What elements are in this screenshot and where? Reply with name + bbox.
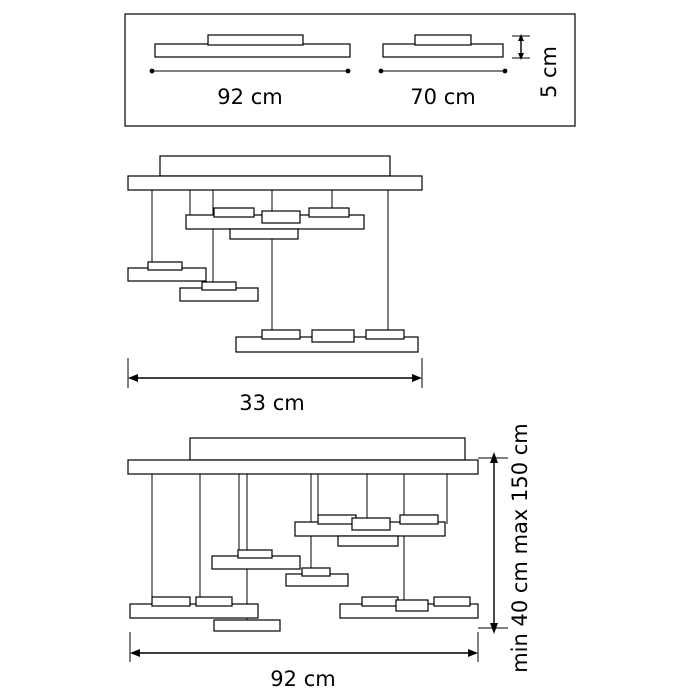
- label-70-top: 70 cm: [410, 85, 476, 109]
- dim-dot-right-2: [503, 69, 508, 74]
- label-92-bottom: 92 cm: [270, 667, 336, 691]
- lamp-plate-b-u1: [318, 515, 356, 524]
- lamp-bar-b-ll-sub: [214, 620, 280, 631]
- label-33: 33 cm: [239, 391, 305, 415]
- lamp-plate-m-u1: [214, 208, 254, 217]
- lamp-plate-b-midright: [302, 568, 330, 576]
- lamp-plate-m-l1: [262, 330, 300, 339]
- lamp-plate-b-u2: [352, 518, 390, 530]
- lamp-plate-b-lr3: [434, 597, 470, 606]
- top-lamp-left: [150, 35, 351, 73]
- lamp-plate-b-lr2: [396, 600, 428, 611]
- top-lamp-right: [379, 35, 508, 73]
- lamp-plate-b-u3: [400, 515, 438, 524]
- dim-dot-left: [150, 69, 155, 74]
- lamp-bar-m-u-sub: [230, 229, 298, 239]
- lamp-bar-long: [155, 44, 350, 57]
- lamp-plate-m-u2: [262, 211, 300, 223]
- lamp-plate-b-midleft: [238, 550, 272, 558]
- lamp-plate-top-2: [415, 35, 471, 45]
- label-height-range: min 40 cm max 150 cm: [508, 423, 532, 673]
- bottom-lamp-lowerright: [340, 597, 478, 618]
- lamp-plate-top: [208, 35, 303, 45]
- lamp-bar-b-ll: [130, 604, 258, 618]
- canopy-plate-bottom: [128, 460, 478, 474]
- bottom-lamp-lowerleft: [130, 597, 280, 631]
- arrow-right-33: [412, 374, 422, 382]
- canopy-plate-middle: [128, 176, 422, 190]
- label-5-top: 5 cm: [537, 45, 561, 99]
- lamp-plate-b-ll1: [152, 597, 190, 606]
- lamp-bar-b-u-sub: [338, 536, 398, 546]
- lamp-plate-m-l3: [366, 330, 404, 339]
- dim-5cm: [512, 34, 530, 60]
- lamp-plate-m-left: [148, 262, 182, 270]
- arrow-left-33: [128, 374, 138, 382]
- arrow-left-92b: [130, 649, 140, 657]
- bottom-lamp-midleft: [212, 550, 300, 569]
- arrow-right-92b: [468, 649, 478, 657]
- bottom-view-group: [128, 423, 532, 691]
- lamp-bar-short: [383, 44, 503, 57]
- lamp-plate-b-lr1: [362, 597, 398, 606]
- lamp-plate-m-u3: [309, 208, 349, 217]
- canopy-box-bottom: [190, 438, 465, 460]
- lamp-plate-m-left2: [202, 282, 236, 290]
- canopy-box-middle: [160, 156, 390, 176]
- arrow-up-5: [518, 34, 524, 41]
- middle-lamp-left: [128, 262, 206, 281]
- dim-dot-right: [346, 69, 351, 74]
- lamp-plate-b-ll2: [196, 597, 232, 606]
- arrow-down-5: [518, 53, 524, 60]
- bottom-lamp-upper: [295, 515, 445, 546]
- top-view-group: [125, 14, 575, 126]
- middle-lamp-left2: [180, 282, 258, 301]
- middle-lamp-lower: [236, 330, 418, 352]
- label-92-top: 92 cm: [217, 85, 283, 109]
- bottom-lamp-midright: [286, 568, 348, 586]
- dim-dot-left-2: [379, 69, 384, 74]
- lamp-plate-m-l2: [312, 330, 354, 342]
- middle-view-group: [128, 156, 422, 415]
- dim-92cm-bottom: [130, 632, 478, 662]
- dim-33cm: [128, 358, 422, 388]
- dim-height-range: [478, 452, 508, 634]
